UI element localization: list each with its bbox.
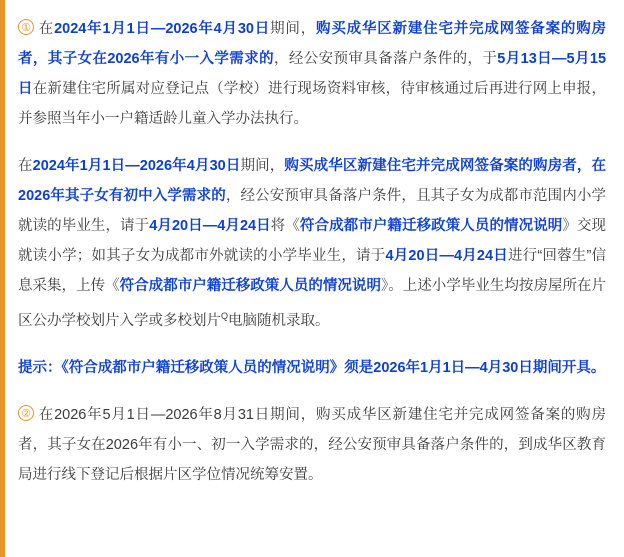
segment-text: ，经公安预审具备落户条件，且其子女为成都市范围内小学就读的毕业生，请于 xyxy=(18,188,607,234)
footnote-marker: Q xyxy=(221,311,229,321)
segment-highlight: 购买成华区新建住宅并完成网签备案的购房者，在2026年其子女有初中入学需求的 xyxy=(18,158,607,204)
paragraph-block-1 xyxy=(18,14,606,134)
list-marker-2: ② xyxy=(18,405,34,421)
segment-text: 在2026年5月1日—2026年8月31日期间，购买成华区新建住宅并完成网签备案的购房者，其子女在2026年有小一、初一入学需求的，经公安预审具备落户条件的，到成华区教育局进行线下登记后根据片区学位情况统筹安置。 xyxy=(18,406,606,483)
segment-highlight: 2024年1月1日—2026年4月30日 xyxy=(54,21,271,37)
segment-text: ，经公安预审具备落户条件的，于 xyxy=(273,51,498,67)
paragraph-block-3 xyxy=(18,400,606,490)
segment-text: 将《 xyxy=(270,218,300,234)
segment-text: 》。上述小学毕业生均按房屋所在片区公办学校划片入学或多校划片 xyxy=(18,278,607,329)
segment-highlight: 符合成都市户籍迁移政策人员的情况说明 xyxy=(299,218,563,234)
left-accent-bar xyxy=(0,0,5,557)
tip-text xyxy=(18,353,606,383)
tip-block xyxy=(18,353,606,383)
segment-highlight: 2024年1月1日—2026年4月30日 xyxy=(32,158,241,174)
list-marker-1: ① xyxy=(18,19,34,35)
paragraph-block-2 xyxy=(18,151,606,336)
segment-highlight: 符合成都市户籍迁移政策人员的情况说明 xyxy=(119,278,381,294)
tip-date-range: 2026年1月1日—4月30日 xyxy=(373,359,533,376)
paragraph-text-2 xyxy=(18,151,606,336)
segment-text: 期间， xyxy=(270,21,317,37)
tip-body-end: 期间开具。 xyxy=(532,359,606,376)
paragraph-text-1 xyxy=(18,14,606,134)
segment-text: 在新建住宅所属对应登记点（学校）进行现场资料审核，待审核通过后再进行网上申报，并参照当年小一户籍适龄儿童入学办法执行。 xyxy=(18,81,607,127)
segment-text: 》交现就读小学；如其子女为成都市外就读的小学毕业生，请于 xyxy=(18,218,607,264)
segment-highlight: 购买成华区新建住宅并完成网签备案的购房者，其子女在2026年有小一入学需求的 xyxy=(18,21,607,67)
segment-highlight: 5月13日—5月15日 xyxy=(18,51,607,97)
tip-body: 《符合成都市户籍迁移政策人员的情况说明》须是 xyxy=(61,359,374,376)
segment-text: 在 xyxy=(38,21,55,37)
segment-highlight: 4月20日—4月24日 xyxy=(149,218,271,234)
segment-text: 期间， xyxy=(240,158,285,174)
segment-highlight: 4月20日—4月24日 xyxy=(385,248,508,264)
segment-text: 进行“回蓉生”信息采集，上传《 xyxy=(18,248,606,294)
paragraph-text-3 xyxy=(18,400,606,490)
segment-text: 在 xyxy=(18,158,33,174)
segment-text: 电脑随机录取。 xyxy=(228,312,330,329)
tip-label: 提示： xyxy=(18,359,62,376)
